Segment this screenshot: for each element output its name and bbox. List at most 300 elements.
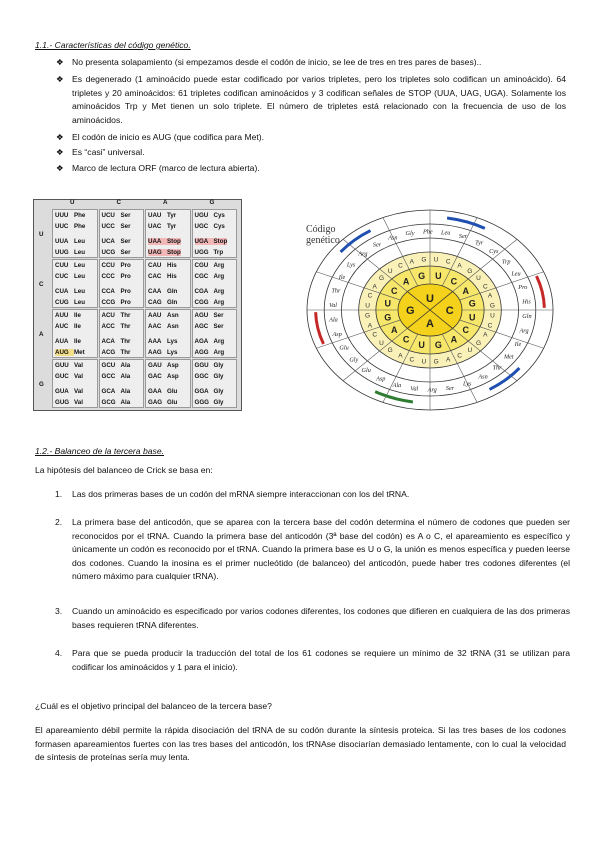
- codon-amino-acid: Ser: [120, 238, 131, 245]
- codon-entry: [148, 238, 181, 245]
- wheel-second-base: A: [462, 286, 470, 297]
- wheel-second-base: U: [418, 339, 425, 350]
- codon-triplet: CAA: [148, 288, 162, 295]
- codon-triplet: AUC: [55, 323, 69, 330]
- wheel-third-base: C: [398, 262, 403, 270]
- codon-triplet: ACU: [101, 312, 115, 319]
- codon-entry: [55, 349, 85, 356]
- item-text: Cuando un aminoácido es especificado por varios codones diferentes, los codones que difieren en cualquiera de las dos primeras bases requieren tRNA diferentes.: [72, 606, 570, 630]
- wheel-amino-label: Ser: [445, 384, 455, 392]
- codon-triplet: UGA: [195, 238, 214, 245]
- codon-triplet: GGC: [194, 373, 209, 380]
- bullet-text: No presenta solapamiento (si empezamos desde el codón de inicio, se lee de tres en tres pares de bases)..: [72, 57, 482, 67]
- codon-triplet: AAU: [148, 312, 162, 319]
- wheel-amino-label: Ile: [514, 341, 522, 349]
- wheel-amino-label: Ser: [372, 241, 382, 249]
- codon-amino-acid: Asn: [167, 312, 179, 319]
- codon-amino-acid: Stop: [213, 238, 228, 245]
- question-text: ¿Cuál es el objetivo principal del balanceo de la tercera base?: [35, 701, 272, 711]
- wheel-amino-label: Lys: [346, 261, 356, 269]
- wheel-amino-label: Val: [329, 302, 338, 310]
- wheel-second-base: C: [462, 324, 470, 335]
- codon-entry: [102, 273, 131, 280]
- codon-triplet: GAG: [148, 399, 163, 406]
- bullet-item: [56, 131, 566, 145]
- codon-triplet: GAC: [148, 373, 162, 380]
- codon-triplet: ACA: [101, 338, 115, 345]
- codon-entry: [148, 399, 177, 406]
- wheel-third-base: A: [398, 352, 403, 360]
- codon-amino-acid: Glu: [167, 399, 178, 406]
- codon-amino-acid: Arg: [213, 288, 225, 295]
- codon-block: [99, 209, 145, 258]
- codon-block: [52, 359, 98, 408]
- codon-block: [192, 309, 238, 358]
- codon-col-header: A: [163, 199, 168, 206]
- codon-amino-acid: Gly: [213, 362, 224, 369]
- wheel-third-base: A: [483, 331, 488, 339]
- codon-amino-acid: Ser: [120, 212, 131, 219]
- codon-block: [52, 209, 98, 258]
- wheel-amino-label: Gly: [349, 356, 359, 364]
- wheel-amino-label: Leu: [441, 229, 451, 237]
- codon-entry: [55, 312, 81, 319]
- codon-amino-acid: Arg: [213, 338, 225, 345]
- wheel-second-base: G: [434, 339, 442, 350]
- codon-amino-acid: Gln: [167, 288, 178, 295]
- codon-triplet: UCU: [101, 212, 115, 219]
- codon-amino-acid: Pro: [120, 273, 131, 280]
- wheel-amino-label: Leu: [511, 270, 521, 278]
- codon-triplet: CCA: [101, 288, 115, 295]
- wheel-amino-label: Ala: [392, 381, 402, 389]
- codon-amino-acid: Ser: [213, 323, 224, 330]
- codon-triplet: CUU: [55, 262, 69, 269]
- codon-amino-acid: Cys: [213, 223, 225, 230]
- wheel-amino-label: Cys: [489, 247, 499, 255]
- codon-entry: [148, 249, 181, 256]
- codon-col-header: G: [209, 199, 215, 206]
- codon-entry: [195, 349, 225, 356]
- wheel-third-base: G: [365, 312, 371, 320]
- wheel-third-base: C: [445, 258, 451, 266]
- codon-triplet: CCU: [101, 262, 115, 269]
- codon-amino-acid: His: [167, 262, 177, 269]
- wheel-third-base: U: [467, 346, 473, 354]
- codon-amino-acid: Ala: [120, 388, 131, 395]
- codon-entry: [148, 288, 177, 295]
- codon-triplet: CGA: [194, 288, 209, 295]
- item-number: 4.: [55, 648, 63, 658]
- codon-triplet: UAG: [148, 249, 167, 256]
- codon-triplet: UAC: [148, 223, 162, 230]
- codon-amino-acid: Pro: [120, 288, 131, 295]
- codon-amino-acid: Leu: [74, 299, 86, 306]
- codon-amino-acid: Thr: [120, 312, 131, 319]
- codon-entry: [102, 338, 131, 345]
- codon-amino-acid: Tyr: [167, 212, 177, 219]
- wheel-amino-label: Phe: [422, 228, 433, 236]
- codon-entry: [148, 212, 176, 219]
- codon-entry: [102, 212, 131, 219]
- codon-triplet: CUG: [55, 299, 69, 306]
- codon-triplet: GCA: [101, 388, 116, 395]
- wheel-third-base: A: [409, 258, 414, 266]
- codon-amino-acid: Gly: [213, 373, 224, 380]
- codon-amino-acid: Gly: [213, 399, 224, 406]
- codon-amino-acid: Leu: [74, 262, 86, 269]
- codon-triplet: GCU: [101, 362, 116, 369]
- codon-triplet: CGG: [194, 299, 209, 306]
- codon-block: [52, 259, 98, 308]
- codon-triplet: CUC: [55, 273, 69, 280]
- codon-amino-acid: Arg: [213, 349, 225, 356]
- wheel-third-base: C: [367, 292, 373, 300]
- codon-block: [192, 209, 238, 258]
- codon-block: [99, 309, 145, 358]
- wheel-third-base: G: [489, 302, 495, 310]
- codon-amino-acid: Ser: [213, 312, 224, 319]
- wheel-second-base: G: [384, 312, 392, 323]
- section-intro: La hipótesis del balanceo de Crick se basa en:: [35, 465, 213, 475]
- codon-amino-acid: Ile: [74, 312, 81, 319]
- codon-amino-acid: Stop: [167, 249, 181, 256]
- wheel-third-base: G: [421, 256, 427, 264]
- codon-block: [192, 259, 238, 308]
- codon-entry: [195, 388, 224, 395]
- codon-triplet: CUA: [55, 288, 69, 295]
- item-text: La primera base del anticodón, que se aparea con la tercera base del codón determina el número de codones que pueden ser reconocidos por el tRNA. Cuando la primera base del anticodón (3ª base del codón) es A o C, el apareamiento es específico y únicamente un codón es reconocido por el tRNA. Cuando la primera base es U o G, la unión es menos específica y pueden leerse dos codones. Cuando la inosina es el primer nucleótido (de balanceo) del anticodón, puede haber tres codones diferentes (el número máximo para cualquier tRNA).: [72, 517, 570, 581]
- genetic-code-wheel: [298, 200, 560, 412]
- codon-entry: [102, 288, 131, 295]
- bullet-diamond-icon: ❖: [56, 132, 64, 142]
- wheel-second-base: U: [468, 312, 476, 323]
- codon-entry: [55, 362, 83, 369]
- codon-entry: [195, 338, 225, 345]
- codon-triplet: UAA: [148, 238, 167, 245]
- wheel-amino-label: Thr: [331, 287, 341, 295]
- wheel-second-base: G: [418, 271, 426, 282]
- codon-triplet: AGC: [194, 323, 209, 330]
- codon-triplet: GUU: [55, 362, 69, 369]
- codon-block: [145, 209, 191, 258]
- codon-amino-acid: Ala: [120, 399, 131, 406]
- codon-entry: [102, 249, 131, 256]
- codon-amino-acid: Arg: [213, 299, 225, 306]
- codon-amino-acid: His: [167, 273, 177, 280]
- codon-entry: [102, 238, 131, 245]
- wheel-third-base: A: [372, 283, 377, 291]
- codon-amino-acid: Asn: [167, 323, 179, 330]
- numbered-item: [55, 516, 570, 586]
- codon-amino-acid: Asp: [167, 362, 179, 369]
- codon-amino-acid: Pro: [120, 262, 131, 269]
- codon-entry: [102, 373, 131, 380]
- wheel-third-base: U: [421, 358, 427, 366]
- codon-entry: [195, 288, 225, 295]
- codon-triplet: UCA: [101, 238, 115, 245]
- codon-amino-acid: Val: [74, 399, 83, 406]
- bullet-diamond-icon: ❖: [56, 163, 64, 173]
- codon-amino-acid: Thr: [120, 349, 131, 356]
- wheel-third-base: U: [490, 312, 495, 320]
- wheel-third-base: A: [367, 322, 373, 330]
- codon-entry: [102, 223, 131, 230]
- codon-block: [99, 259, 145, 308]
- codon-amino-acid: Glu: [167, 388, 178, 395]
- codon-entry: [55, 273, 85, 280]
- item-number: 2.: [55, 517, 63, 527]
- codon-entry: [148, 338, 177, 345]
- bullet-item: [56, 146, 566, 160]
- codon-amino-acid: Val: [74, 388, 83, 395]
- codon-block: [145, 259, 191, 308]
- wheel-amino-label: Lys: [462, 380, 472, 388]
- bullet-diamond-icon: ❖: [56, 57, 64, 67]
- codon-triplet: AAG: [148, 349, 162, 356]
- answer-paragraph: El apareamiento débil permite la rápida disociación del tRNA de su codón durante la síntesis proteica. Si las tres bases de los codones formasen apareamientos fuertes con las tres bases del anticodón, los tRNAse disociarían demasiado lentamente, con lo cual la velocidad de síntesis de proteínas sería muy lenta.: [35, 725, 566, 762]
- codon-amino-acid: Leu: [74, 238, 86, 245]
- bullet-text: Es degenerado (1 aminoácido puede estar codificado por varios tripletes, pero los tripletes solo codifican un aminoácido). 64 tripletes y 20 aminoácidos: 61 tripletes codifican aminoácidos y 3 codifican señales de STOP (UUA, UAG, UGA). Solamente los aminoácidos Trp y Met tienen un solo triplete. El número de tripletes está relacionado con la frecuencia de uso de los aminoácidos.: [72, 74, 566, 125]
- numbered-item: [55, 605, 570, 633]
- codon-entry: [195, 262, 225, 269]
- wheel-amino-label: Ser: [458, 233, 468, 241]
- codon-amino-acid: Ser: [120, 249, 131, 256]
- codon-entry: [195, 299, 225, 306]
- wheel-amino-label: Trp: [501, 258, 511, 266]
- codon-block: [99, 359, 145, 408]
- codon-entry: [148, 388, 177, 395]
- codon-entry: [195, 373, 224, 380]
- codon-col-header: C: [116, 199, 121, 206]
- wheel-amino-label: Val: [410, 385, 419, 393]
- codon-amino-acid: Thr: [120, 338, 131, 345]
- codon-entry: [55, 212, 85, 219]
- codon-amino-acid: Ser: [120, 223, 131, 230]
- codon-entry: [102, 323, 131, 330]
- codon-row-header: A: [39, 331, 44, 338]
- numbered-item: [55, 488, 570, 502]
- codon-entry: [55, 299, 85, 306]
- codon-triplet: UUG: [55, 249, 69, 256]
- wheel-amino-label: Asp: [332, 330, 342, 338]
- codon-entry: [102, 299, 131, 306]
- codon-triplet: CGC: [194, 273, 209, 280]
- codon-entry: [55, 249, 85, 256]
- codon-triplet: CAU: [148, 262, 162, 269]
- codon-amino-acid: Phe: [74, 223, 86, 230]
- numbered-item: [55, 647, 570, 675]
- codon-entry: [195, 212, 225, 219]
- codon-amino-acid: Arg: [213, 273, 225, 280]
- wheel-amino-label: Pro: [518, 284, 528, 292]
- codon-entry: [195, 312, 224, 319]
- codon-entry: [148, 299, 177, 306]
- wheel-third-base: G: [387, 346, 393, 354]
- codon-amino-acid: Gly: [213, 388, 224, 395]
- codon-triplet: CAC: [148, 273, 162, 280]
- codon-amino-acid: Lys: [167, 349, 178, 356]
- item-number: 3.: [55, 606, 63, 616]
- codon-amino-acid: Arg: [213, 262, 225, 269]
- codon-triplet: AGG: [194, 349, 209, 356]
- codon-triplet: CGU: [194, 262, 209, 269]
- codon-triplet: UGG: [194, 249, 209, 256]
- wheel-amino-label: Tyr: [475, 239, 484, 247]
- codon-entry: [55, 288, 85, 295]
- codon-row-header: G: [39, 381, 44, 388]
- codon-triplet: GCC: [101, 373, 116, 380]
- wheel-second-base: A: [450, 334, 458, 345]
- codon-entry: [195, 362, 224, 369]
- codon-triplet: GGA: [194, 388, 209, 395]
- wheel-third-base: C: [487, 322, 493, 330]
- codon-entry: [195, 273, 225, 280]
- codon-amino-acid: Val: [74, 362, 83, 369]
- codon-amino-acid: Pro: [120, 299, 131, 306]
- codon-row-header: U: [39, 231, 44, 238]
- codon-triplet: UUU: [55, 212, 69, 219]
- wheel-amino-label: Ala: [329, 316, 338, 324]
- wheel-third-base: G: [378, 275, 385, 283]
- wheel-title: genético: [306, 235, 340, 246]
- wheel-amino-label: Arg: [358, 250, 368, 258]
- codon-triplet: UGU: [194, 212, 209, 219]
- codon-entry: [148, 349, 177, 356]
- codon-amino-acid: Gln: [167, 299, 178, 306]
- codon-entry: [148, 262, 177, 269]
- codon-triplet: GUA: [55, 388, 69, 395]
- wheel-second-base: U: [435, 271, 442, 282]
- codon-amino-acid: Phe: [74, 212, 86, 219]
- bullet-item: [56, 56, 566, 70]
- codon-amino-acid: Val: [74, 373, 83, 380]
- codon-amino-acid: Cys: [213, 212, 225, 219]
- codon-triplet: UUC: [55, 223, 69, 230]
- item-text: Las dos primeras bases de un codón del mRNA siempre interaccionan con los del tRNA.: [72, 489, 410, 499]
- codon-entry: [102, 399, 131, 406]
- wheel-inner-base: A: [426, 318, 434, 330]
- wheel-inner-base: C: [445, 305, 454, 317]
- wheel-amino-label: Glu: [339, 344, 349, 352]
- codon-entry: [55, 388, 83, 395]
- codon-entry: [55, 238, 85, 245]
- codon-col-header: U: [70, 199, 75, 206]
- wheel-third-base: C: [372, 331, 378, 339]
- codon-triplet: AGU: [194, 312, 209, 319]
- codon-amino-acid: Leu: [74, 249, 86, 256]
- codon-triplet: GGU: [194, 362, 209, 369]
- wheel-second-base: C: [390, 286, 398, 297]
- codon-triplet: ACC: [101, 323, 115, 330]
- codon-amino-acid: Leu: [74, 288, 86, 295]
- wheel-second-base: U: [384, 298, 392, 309]
- codon-entry: [195, 238, 228, 245]
- codon-amino-acid: Met: [74, 349, 85, 356]
- codon-entry: [148, 323, 179, 330]
- codon-row-header: C: [39, 281, 44, 288]
- codon-triplet: UGC: [194, 223, 209, 230]
- wheel-third-base: U: [433, 256, 439, 264]
- codon-entry: [148, 362, 179, 369]
- codon-amino-acid: Leu: [74, 273, 86, 280]
- wheel-second-base: G: [468, 298, 476, 309]
- codon-entry: [55, 399, 83, 406]
- item-text: Para que se pueda producir la traducción del total de los 61 codones se requiere un mínimo de 32 tRNA (31 se utilizan para codificar los aminoácidos y 1 para el inicio).: [72, 648, 570, 672]
- wheel-amino-label: Asn: [388, 234, 398, 242]
- wheel-second-base: A: [390, 324, 398, 335]
- codon-entry: [102, 388, 131, 395]
- wheel-title: Código: [306, 224, 336, 235]
- bullet-diamond-icon: ❖: [56, 74, 64, 84]
- codon-triplet: AAC: [148, 323, 162, 330]
- codon-triplet: GGG: [194, 399, 209, 406]
- wheel-inner-base: U: [426, 293, 434, 305]
- codon-entry: [148, 223, 176, 230]
- codon-amino-acid: Asp: [167, 373, 179, 380]
- codon-triplet: UAU: [148, 212, 162, 219]
- codon-triplet: AUA: [55, 338, 69, 345]
- codon-triplet: AGA: [194, 338, 209, 345]
- codon-entry: [102, 262, 131, 269]
- codon-triplet: GUC: [55, 373, 69, 380]
- wheel-second-base: C: [402, 334, 410, 345]
- section-heading-2: 1.2.- Balanceo de la tercera base.: [35, 446, 164, 456]
- codon-amino-acid: Ala: [120, 362, 131, 369]
- codon-entry: [195, 249, 224, 256]
- wheel-amino-label: Asn: [478, 373, 488, 381]
- codon-block: [52, 309, 98, 358]
- codon-amino-acid: Stop: [167, 238, 181, 245]
- wheel-third-base: U: [387, 268, 393, 276]
- codon-triplet: AUU: [55, 312, 69, 319]
- wheel-third-base: A: [457, 262, 462, 270]
- codon-block: [145, 309, 191, 358]
- codon-amino-acid: Ile: [74, 323, 81, 330]
- wheel-third-base: C: [482, 283, 488, 291]
- codon-triplet: AUG: [55, 349, 74, 356]
- wheel-amino-label: Thr: [492, 364, 502, 372]
- wheel-third-base: U: [476, 275, 481, 283]
- wheel-second-base: A: [402, 276, 410, 287]
- wheel-third-base: U: [379, 339, 384, 347]
- codon-amino-acid: Ile: [74, 338, 81, 345]
- codon-entry: [148, 273, 177, 280]
- codon-triplet: GAU: [148, 362, 162, 369]
- wheel-amino-label: Gln: [522, 312, 532, 320]
- codon-triplet: GCG: [101, 399, 116, 406]
- codon-triplet: CCC: [101, 273, 115, 280]
- codon-triplet: CAG: [148, 299, 162, 306]
- codon-block: [145, 359, 191, 408]
- bullet-text: Marco de lectura ORF (marco de lectura abierta).: [72, 163, 260, 173]
- codon-triplet: ACG: [101, 349, 116, 356]
- item-number: 1.: [55, 489, 63, 499]
- codon-table: [33, 199, 242, 411]
- codon-entry: [55, 223, 85, 230]
- wheel-third-base: G: [433, 358, 439, 366]
- bullet-text: Es “casi” universal.: [72, 147, 145, 157]
- bullet-text: El codón de inicio es AUG (que codifica para Met).: [72, 132, 265, 142]
- wheel-second-base: C: [450, 276, 458, 287]
- wheel-amino-label: Arg: [427, 386, 437, 394]
- codon-entry: [55, 323, 81, 330]
- wheel-amino-label: Arg: [519, 327, 529, 335]
- wheel-third-base: A: [446, 356, 451, 364]
- codon-block: [192, 359, 238, 408]
- codon-entry: [55, 373, 83, 380]
- wheel-third-base: C: [409, 356, 415, 364]
